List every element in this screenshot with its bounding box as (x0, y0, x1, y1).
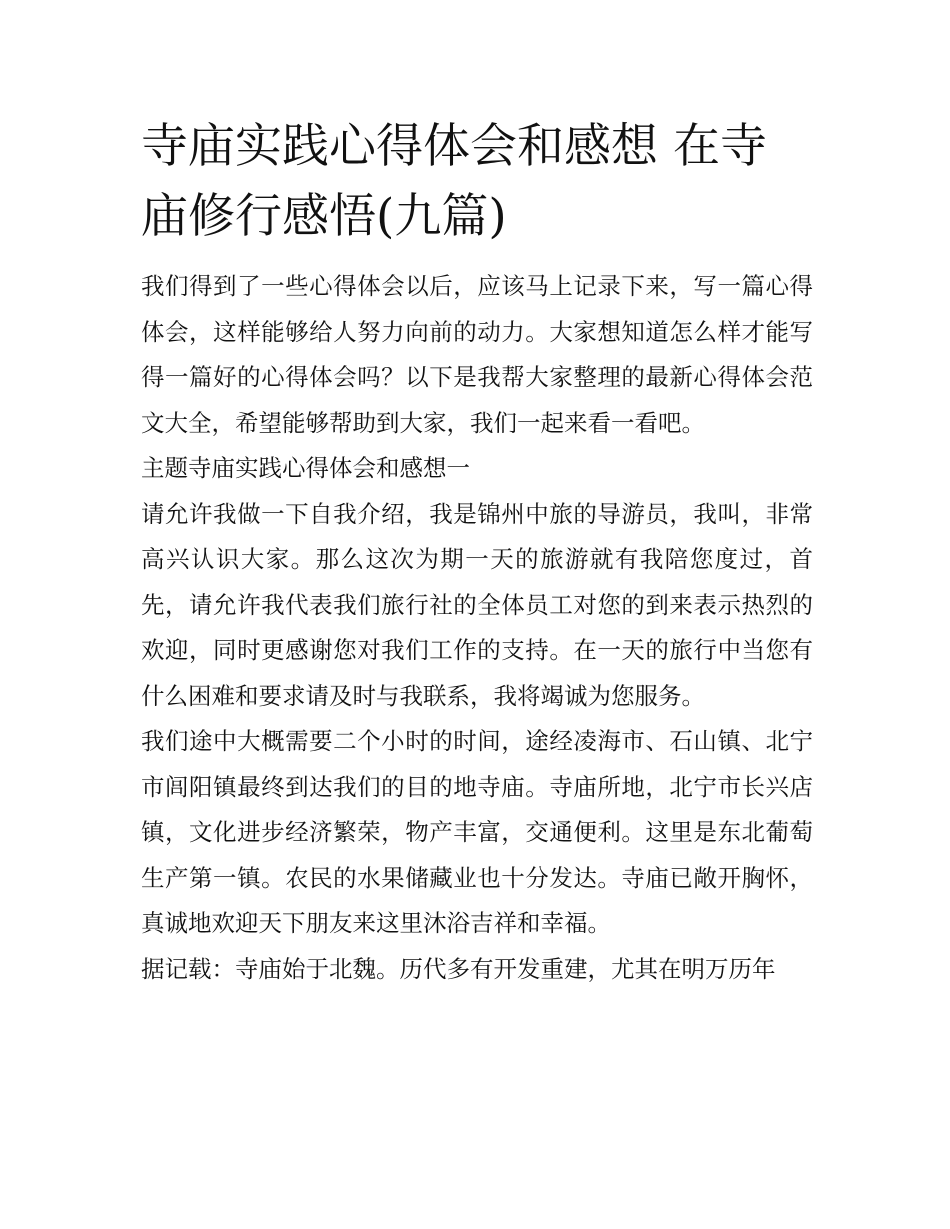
body-paragraph: 据记载：寺庙始于北魏。历代多有开发重建，尤其在明万历年 (141, 954, 776, 983)
body-paragraph: 我们途中大概需要二个小时的时间，途经凌海市、石山镇、北宁市闾阳镇最终到达我们的目的地寺庙。寺庙所地，北宁市长兴店镇，文化进步经济繁荣，物产丰富，交通便利。这里是东北葡萄生产第一镇。农民的水果储藏业也十分发达。寺庙已敞开胸怀，真诚地欢迎天下朋友来这里沐浴吉祥和幸福。 (141, 727, 813, 937)
intro-paragraph: 我们得到了一些心得体会以后，应该马上记录下来，写一篇心得体会，这样能够给人努力向前的动力。大家想知道怎么样才能写得一篇好的心得体会吗？以下是我帮大家整理的最新心得体会范文大全，希望能够帮助到大家，我们一起来看一看吧。 (141, 272, 813, 437)
body-paragraph: 请允许我做一下自我介绍，我是锦州中旅的导游员，我叫，非常高兴认识大家。那么这次为期一天的旅游就有我陪您度过，首先，请允许我代表我们旅行社的全体员工对您的到来表示热烈的欢迎，同时更感谢您对我们工作的支持。在一天的旅行中当您有什么困难和要求请及时与我联系，我将竭诚为您服务。 (141, 499, 813, 710)
document-title: 寺庙实践心得体会和感想 在寺庙修行感悟(九篇) (141, 119, 767, 244)
document-page (141, 112, 813, 992)
section-heading: 主题寺庙实践心得体会和感想一 (141, 454, 470, 482)
